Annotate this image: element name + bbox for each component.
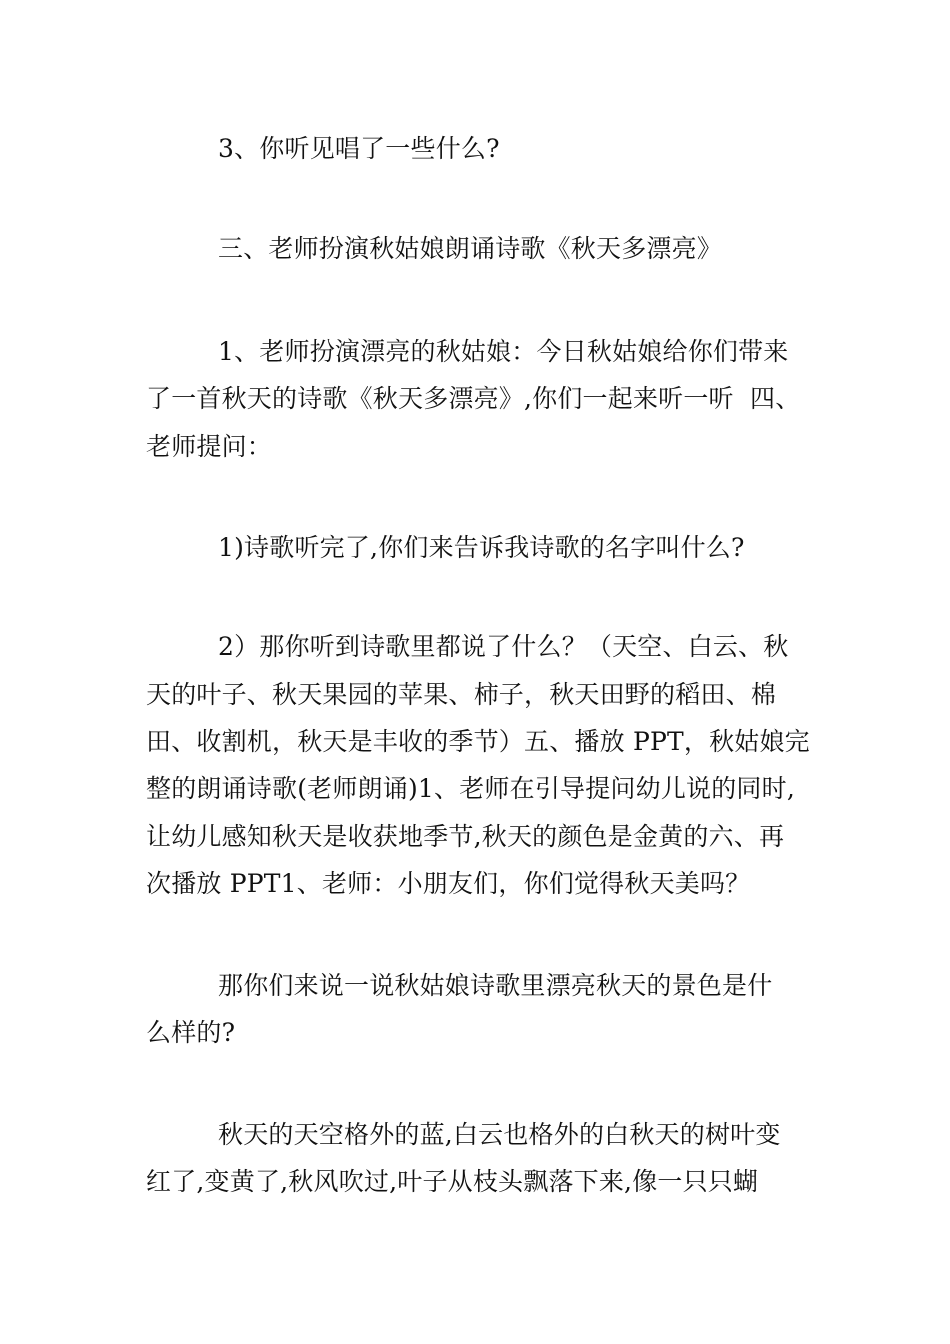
paragraph-line: 次播放 PPT1、老师：小朋友们，你们觉得秋天美吗？ [146, 869, 751, 898]
paragraph-question-1: 1)诗歌听完了,你们来告诉我诗歌的名字叫什么? [218, 533, 745, 562]
paragraph-line: 那你们来说一说秋姑娘诗歌里漂亮秋天的景色是什 [218, 971, 773, 1000]
paragraph-line: 么样的? [146, 1018, 236, 1047]
paragraph-line: 1、老师扮演漂亮的秋姑娘：今日秋姑娘给你们带来 [218, 337, 789, 366]
paragraph-line: 老师提问： [146, 432, 273, 461]
paragraph-line: 整的朗诵诗歌(老师朗诵)1、老师在引导提问幼儿说的同时, [146, 774, 795, 803]
paragraph-line: 了一首秋天的诗歌《秋天多漂亮》,你们一起来听一听 四、 [146, 384, 801, 413]
paragraph-line: 天的叶子、秋天果园的苹果、柿子，秋天田野的稻田、棉 [146, 680, 777, 709]
paragraph-question-3: 3、你听见唱了一些什么? [218, 134, 500, 163]
section-heading-three: 三、老师扮演秋姑娘朗诵诗歌《秋天多漂亮》 [218, 234, 723, 263]
paragraph-line: 田、收割机，秋天是丰收的季节）五、播放 PPT，秋姑娘完 [146, 727, 810, 756]
paragraph-line: 2）那你听到诗歌里都说了什么？（天空、白云、秋 [218, 632, 789, 661]
paragraph-line: 让幼儿感知秋天是收获地季节,秋天的颜色是金黄的六、再 [146, 822, 785, 851]
paragraph-line: 红了,变黄了,秋风吹过,叶子从枝头飘落下来,像一只只蝴 [146, 1167, 759, 1196]
paragraph-line: 秋天的天空格外的蓝,白云也格外的白秋天的树叶变 [218, 1120, 781, 1149]
